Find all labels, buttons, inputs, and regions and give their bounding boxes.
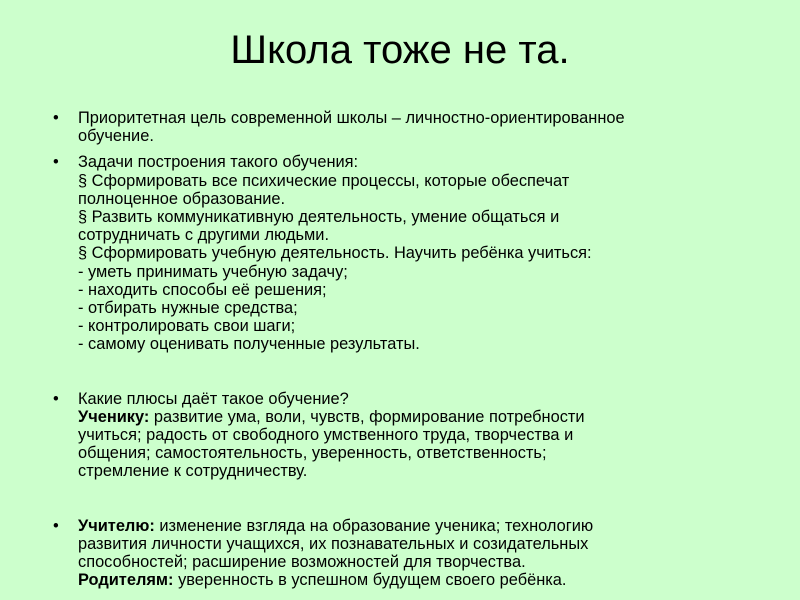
text-line: § Сформировать все психические процессы, которые обеспечат	[78, 171, 570, 190]
text-line	[78, 408, 768, 426]
text-line: Какие плюсы даёт такое обучение?	[78, 389, 349, 408]
text-line: сотрудничать с другими людьми.	[78, 226, 330, 245]
text-line: § Сформировать учебную деятельность. Научить ребёнка учиться:	[78, 244, 592, 263]
text-line	[78, 571, 768, 589]
text-line: - самому оценивать полученные результаты.	[78, 335, 420, 354]
bullet-item-priority	[48, 109, 768, 145]
text-line: § Развить коммуникативную деятельность, умение общаться и	[78, 208, 560, 227]
text-line: - отбирать нужные средства;	[78, 299, 298, 318]
slide-title: Школа тоже не та.	[230, 28, 570, 72]
text-line: способностей; расширение возможностей для творчества.	[78, 553, 526, 572]
text-line: учиться; радость от свободного умственного труда, творчества и	[78, 426, 574, 445]
text-line: стремление к сотрудничеству.	[78, 462, 308, 481]
text-line: Приоритетная цель современной школы – личностно-ориентированное	[78, 109, 625, 127]
parents-text: уверенность в успешном будущем своего ребёнка.	[173, 571, 567, 590]
bullet-item-benefits	[48, 390, 768, 481]
teacher-label: Учителю:	[78, 516, 155, 535]
bullet-icon: •	[53, 516, 59, 535]
text-line: Задачи построения такого обучения:	[78, 153, 359, 172]
text-line: полноценное образование.	[78, 189, 286, 208]
text-line	[78, 517, 768, 535]
bullet-icon: •	[53, 389, 59, 408]
parents-label: Родителям:	[78, 571, 174, 590]
slide-content	[48, 109, 768, 589]
bullet-item-teacher	[48, 517, 768, 590]
bullet-icon: •	[53, 153, 59, 172]
text-line: - находить способы её решения;	[78, 280, 327, 299]
teacher-text: изменение взгляда на образование ученика; технологию	[154, 516, 594, 535]
bullet-item-tasks	[48, 153, 768, 353]
text-line: - контролировать свои шаги;	[78, 317, 296, 336]
student-text: развитие ума, воли, чувств, формирование потребности	[149, 407, 585, 426]
text-line: развития личности учащихся, их познавательных и созидательных	[78, 534, 589, 553]
text-line: обучение.	[78, 127, 154, 146]
text-line: - уметь принимать учебную задачу;	[78, 262, 348, 281]
text-line: общения; самостоятельность, уверенность, ответственность;	[78, 444, 547, 463]
student-label: Ученику:	[78, 407, 150, 426]
bullet-icon: •	[53, 109, 59, 127]
